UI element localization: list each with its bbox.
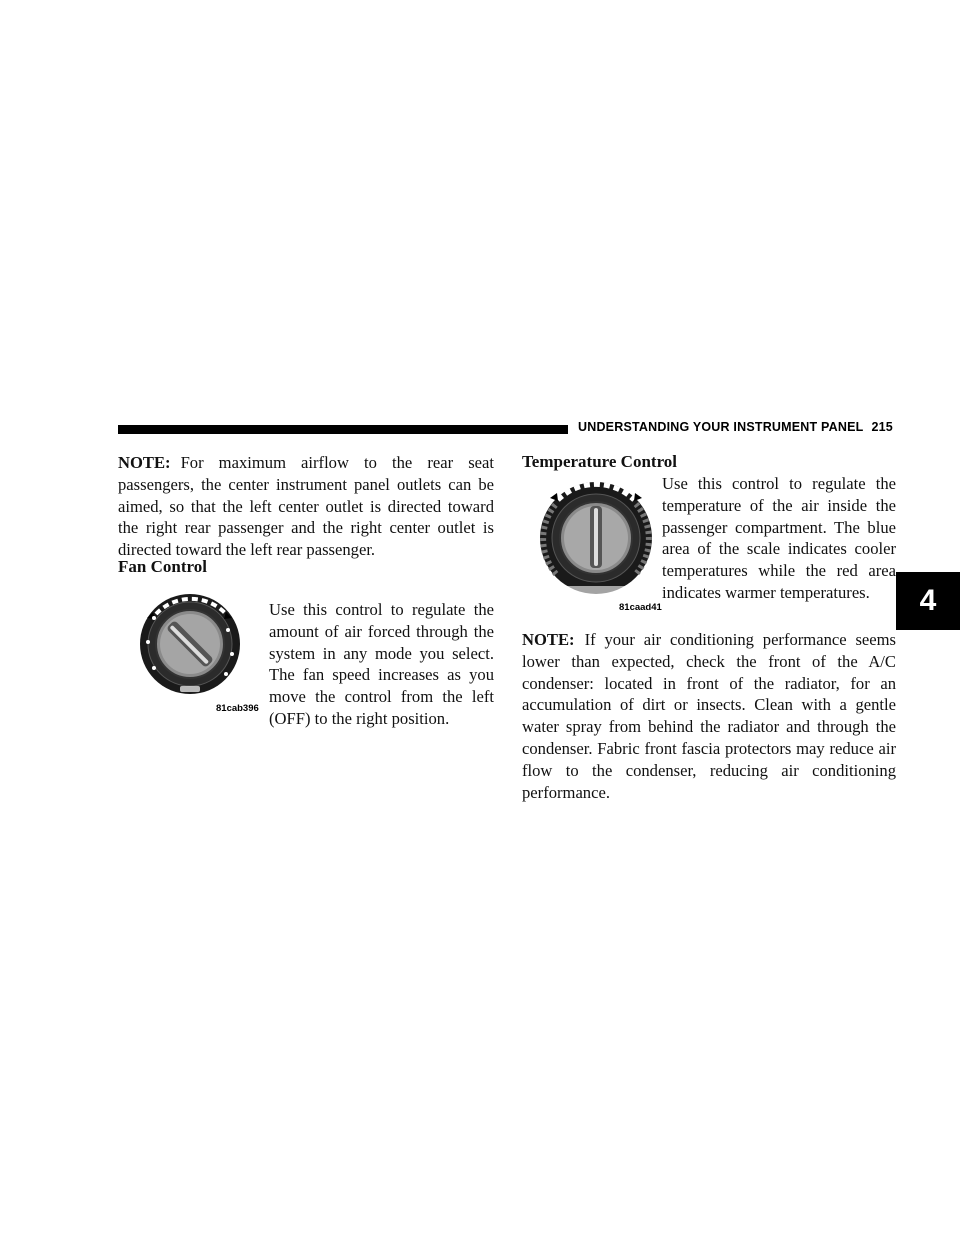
fan-control-knob-figure <box>132 578 252 696</box>
note-label: NOTE: <box>522 630 575 649</box>
rear-airflow-note <box>118 452 494 561</box>
header-rule <box>118 425 568 434</box>
ac-performance-note <box>522 629 896 803</box>
temperature-control-description: Use this control to regulate the temperature of the air inside the passenger compartment. The blue area of the scale indicates cooler temperatures while the red area indicates warmer temperatures. <box>662 474 896 602</box>
note-text: For maximum airflow to the rear seat passengers, the center instrument panel outlets can be aimed, so that the left center outlet is directed toward the right rear passenger and the right center outlet is directed toward the left rear passenger. <box>118 453 494 560</box>
temperature-control-heading: Temperature Control <box>522 452 678 471</box>
temperature-control-knob-figure <box>532 474 660 598</box>
header-title: UNDERSTANDING YOUR INSTRUMENT PANEL <box>578 420 864 434</box>
note-label: NOTE: <box>118 453 171 472</box>
temperature-figure-code: 81caad41 <box>619 602 662 613</box>
chapter-tab: 4 <box>896 572 960 630</box>
running-header <box>578 420 893 434</box>
fan-control-description: Use this control to regulate the amount of air forced through the system in any mode you select. The fan speed increases as you move the control from the left (OFF) to the right position. <box>269 600 494 728</box>
fan-figure-code: 81cab396 <box>216 703 259 714</box>
note-text: If your air conditioning performance seems lower than expected, check the front of the A/C condenser: located in front of the radiator, for an accumulation of dirt or insects. Clean with a gentle water spray from behind the radiator and through the condenser. Fabric front fascia protectors may reduce air flow to the condenser, reducing air conditioning performance. <box>522 630 896 802</box>
fan-control-heading: Fan Control <box>118 557 207 576</box>
page-number: 215 <box>871 420 893 434</box>
